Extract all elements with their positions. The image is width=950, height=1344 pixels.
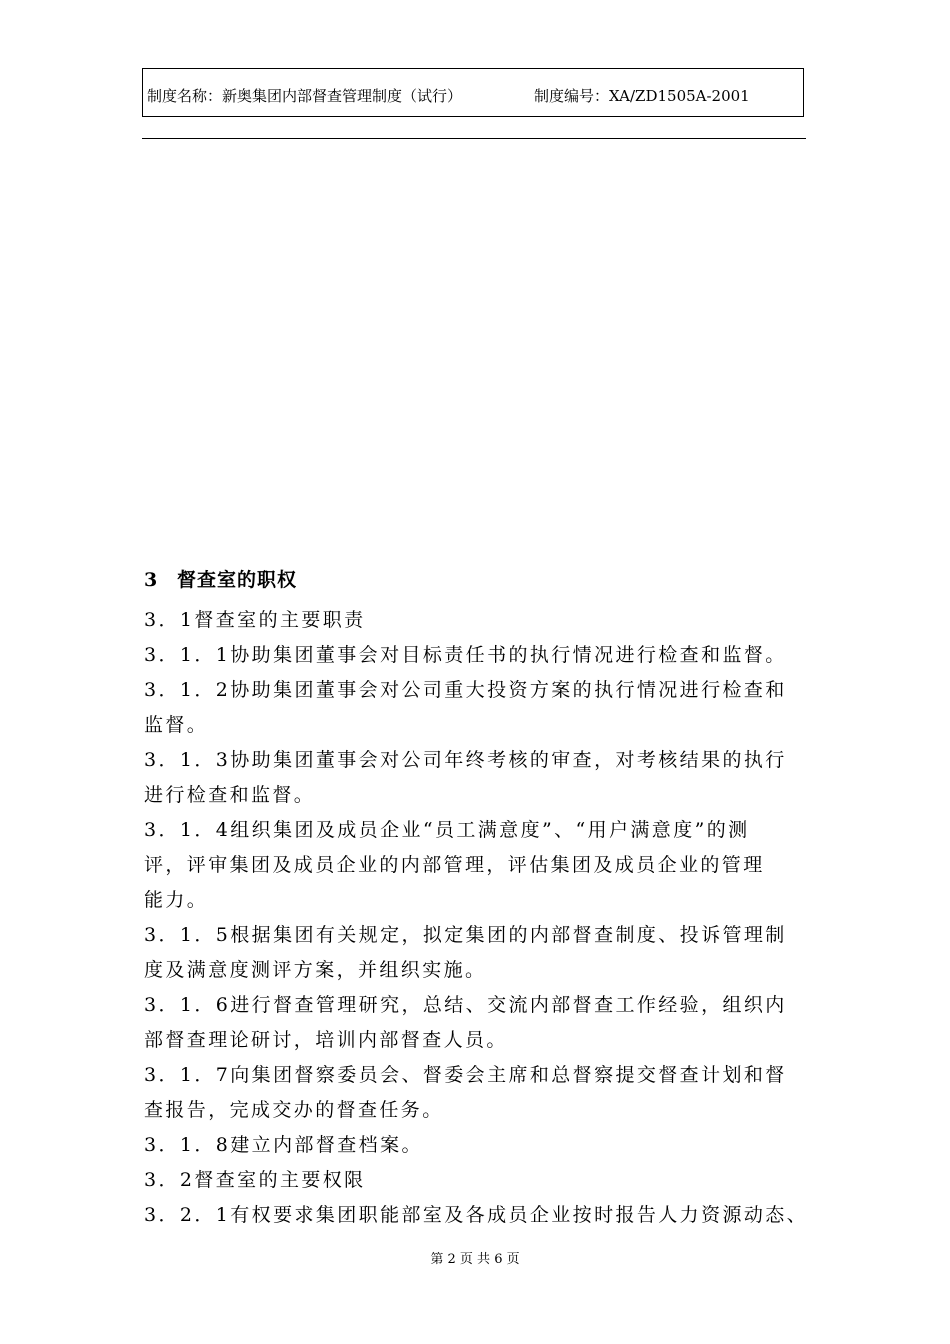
header-divider bbox=[142, 138, 806, 139]
section-title: 督查室的职权 bbox=[177, 569, 298, 591]
body-line: 3．1．8建立内部督查档案。 bbox=[144, 1134, 423, 1156]
document-body bbox=[144, 568, 820, 1233]
body-line: 3．1．5根据集团有关规定，拟定集团的内部督查制度、投诉管理制 bbox=[144, 924, 787, 946]
body-line: 进行检查和监督。 bbox=[144, 784, 316, 806]
body-line: 3．1督查室的主要职责 bbox=[144, 609, 366, 631]
body-line: 3．1．4组织集团及成员企业“员工满意度”、“用户满意度”的测 bbox=[144, 819, 750, 841]
document-header bbox=[142, 68, 804, 117]
section-heading bbox=[144, 568, 820, 593]
body-line: 3．1．2协助集团董事会对公司重大投资方案的执行情况进行检查和 bbox=[144, 679, 787, 701]
body-line: 3．2．1有权要求集团职能部室及各成员企业按时报告人力资源动态、 bbox=[144, 1204, 809, 1226]
body-line: 3．2督查室的主要权限 bbox=[144, 1169, 366, 1191]
body-line: 3．1．6进行督查管理研究，总结、交流内部督查工作经验，组织内 bbox=[144, 994, 787, 1016]
page-number: 第 2 页 共 6 页 bbox=[430, 1252, 520, 1267]
body-line: 评，评审集团及成员企业的内部管理，评估集团及成员企业的管理 bbox=[144, 854, 765, 876]
body-line: 部督查理论研讨，培训内部督查人员。 bbox=[144, 1029, 508, 1051]
regulation-code: 制度编号：XA/ZD1505A-2001 bbox=[534, 87, 750, 105]
body-line: 3．1．3协助集团董事会对公司年终考核的审查，对考核结果的执行 bbox=[144, 749, 787, 771]
body-line: 监督。 bbox=[144, 714, 209, 736]
body-line: 3．1．7向集团督察委员会、督委会主席和总督察提交督查计划和督 bbox=[144, 1064, 787, 1086]
body-line: 3．1．1协助集团董事会对目标责任书的执行情况进行检查和监督。 bbox=[144, 644, 787, 666]
body-line: 能力。 bbox=[144, 889, 209, 911]
section-number: 3 bbox=[144, 569, 159, 591]
body-line: 查报告，完成交办的督查任务。 bbox=[144, 1099, 444, 1121]
regulation-name: 制度名称：新奥集团内部督查管理制度（试行） bbox=[147, 87, 463, 105]
body-line: 度及满意度测评方案，并组织实施。 bbox=[144, 959, 487, 981]
